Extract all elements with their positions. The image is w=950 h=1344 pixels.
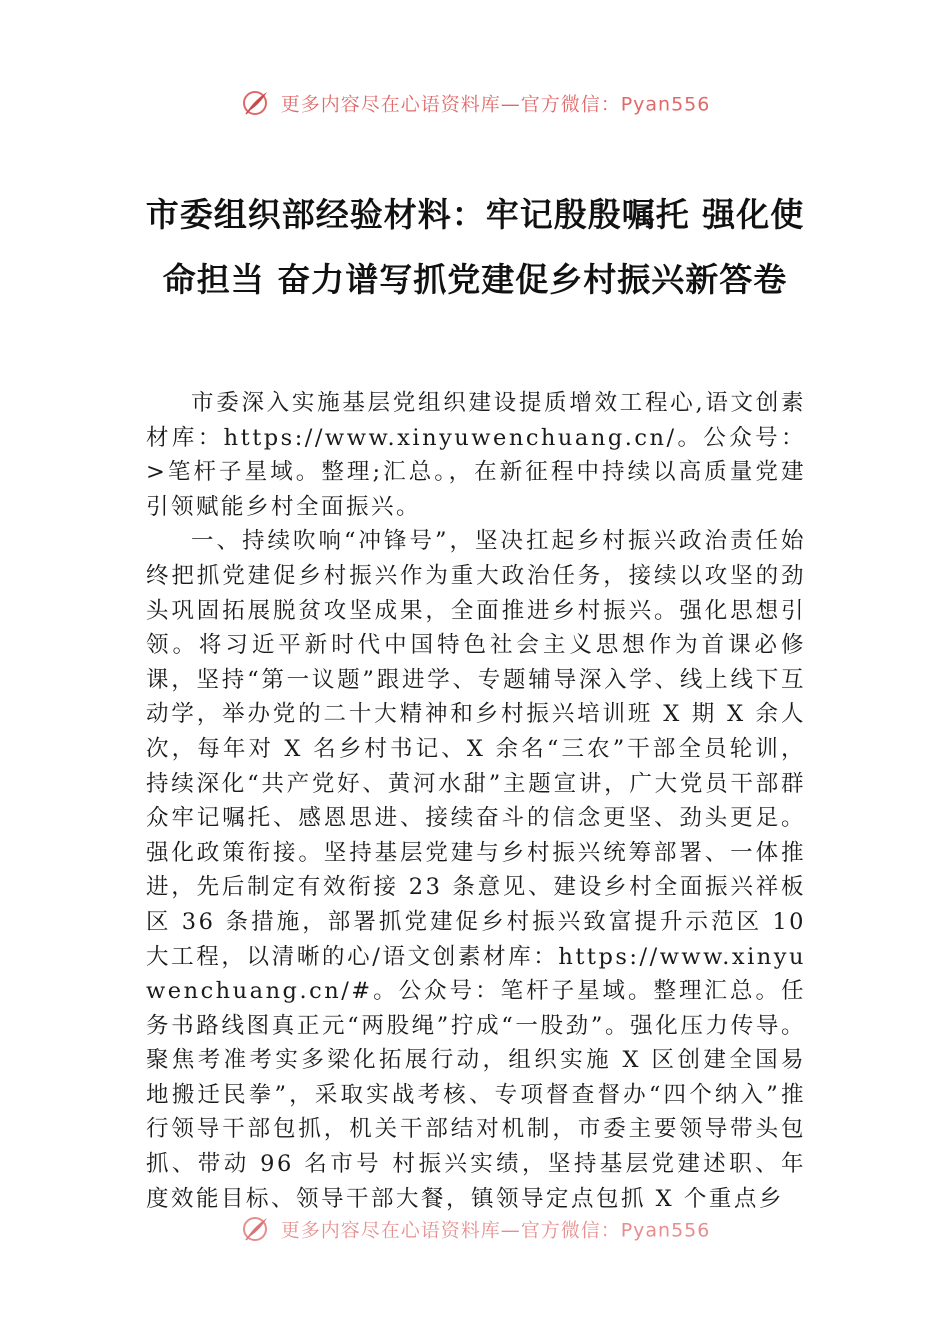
- document-body: [146, 386, 806, 1212]
- quill-feather-icon: [240, 1214, 270, 1244]
- watermark-text: 更多内容尽在心语资料库—官方微信：Pyan556: [280, 1219, 711, 1242]
- watermark-footer: [0, 1214, 950, 1244]
- quill-feather-icon: [240, 88, 270, 118]
- paragraph: 一、持续吹响“冲锋号”，坚决扛起乡村振兴政治责任始终把抓党建促乡村振兴作为重大政治任务，接续以攻坚的劲头巩固拓展脱贫攻坚成果，全面推进乡村振兴。强化思想引领。将习近平新时代中国特色社会主义思想作为首课必修课，坚持“第一议题”跟进学、专题辅导深入学、线上线下互动学，举办党的二十大精神和乡村振兴培训班 X 期 X 余人次，每年对 X 名乡村书记、X 余名“三农”干部全员轮训，持续深化“共产党好、黄河水甜”主题宣讲，广大党员干部群众牢记嘱托、感恩思进、接续奋斗的信念更坚、劲头更足。强化政策衔接。坚持基层党建与乡村振兴统筹部署、一体推进，先后制定有效衔接 23 条意见、建设乡村全面振兴祥板区 36 条措施，部署抓党建促乡村振兴致富提升示范区 10 大工程，以清晰的心/语文创素材库：https://www.xinyuwenchuang.cn/#。公众号：笔杆子星域。整理汇总。任务书路线图真正元“两股绳”拧成“一股劲”。强化压力传导。聚焦考准考实多梁化拓展行动，组织实施 X 区创建全国易地搬迁民拳”，采取实战考核、专项督查督办“四个纳入”推行领导干部包抓，机关干部结对机制，市委主要领导带头包抓、带动 96 名市号 村振兴实绩，坚持基层党建述职、年度效能目标、领导干部大餐，镇领导定点包抓 X 个重点乡: [146, 528, 806, 1212]
- document-title: 市委组织部经验材料：牢记殷殷嘱托 强化使命担当 奋力谱写抓党建促乡村振兴新答卷: [145, 195, 805, 299]
- watermark-header: [0, 88, 950, 118]
- watermark-text: 更多内容尽在心语资料库—官方微信：Pyan556: [280, 93, 711, 116]
- paragraph: 市委深入实施基层党组织建设提质增效工程心,语文创素材库：https://www.xinyuwenchuang.cn/。公众号：>笔杆子星域。整理;汇总。，在新征程中持续以高质量党建引领赋能乡村全面振兴。: [146, 390, 806, 520]
